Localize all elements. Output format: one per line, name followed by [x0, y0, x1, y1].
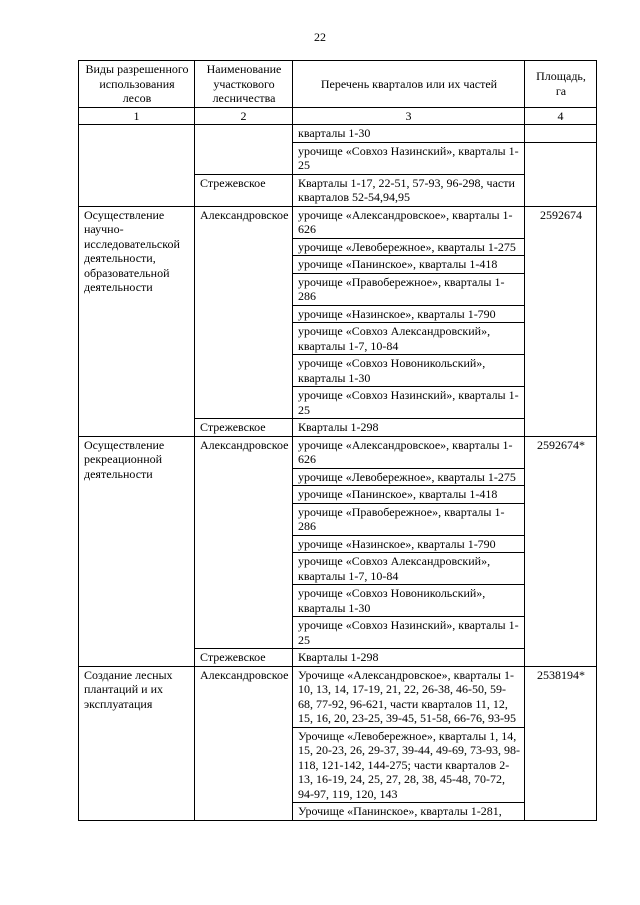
table-row: [79, 206, 597, 238]
quarters-cell: урочище «Совхоз Новоникольский», кварталы 1-30: [293, 585, 525, 617]
quarters-cell: урочище «Совхоз Назинский», кварталы 1-25: [293, 142, 525, 174]
header-area: Площадь, га: [525, 61, 597, 108]
quarters-cell: урочище «Совхоз Назинский», кварталы 1-25: [293, 617, 525, 649]
table-row: [79, 436, 597, 468]
column-number: 4: [525, 107, 597, 125]
quarters-cell: урочище «Совхоз Александровский», кварталы 1-7, 10-84: [293, 553, 525, 585]
quarters-cell: Кварталы 1-298: [293, 649, 525, 667]
area-cell: 2592674*: [525, 436, 597, 666]
forestry-cell: Стрежевское: [195, 649, 293, 667]
quarters-cell: урочище «Левобережное», кварталы 1-275: [293, 468, 525, 486]
page-number: 22: [314, 30, 326, 44]
forestry-cell: Александровское: [195, 206, 293, 419]
header-forestry: Наименование участкового лесничества: [195, 61, 293, 108]
column-number: 3: [293, 107, 525, 125]
forestry-cell: Стрежевское: [195, 174, 293, 206]
header-quarters: Перечень кварталов или их частей: [293, 61, 525, 108]
column-number-row: [79, 107, 597, 125]
area-cell: 2538194*: [525, 666, 597, 820]
header-row: [79, 61, 597, 108]
quarters-cell: урочище «Назинское», кварталы 1-790: [293, 305, 525, 323]
forestry-cell: Александровское: [195, 436, 293, 649]
quarters-cell: урочище «Совхоз Назинский», кварталы 1-25: [293, 387, 525, 419]
table-row: [79, 666, 597, 727]
quarters-cell: урочище «Левобережное», кварталы 1-275: [293, 238, 525, 256]
use-cell: [79, 125, 195, 207]
header-use: Виды разрешенного использования лесов: [79, 61, 195, 108]
use-cell: Создание лесных плантаций и их эксплуатация: [79, 666, 195, 820]
use-cell: Осуществление рекреационной деятельности: [79, 436, 195, 666]
quarters-cell: урочище «Совхоз Александровский», кварталы 1-7, 10-84: [293, 323, 525, 355]
forestry-cell: Стрежевское: [195, 419, 293, 437]
quarters-cell: урочище «Александровское», кварталы 1-626: [293, 206, 525, 238]
quarters-cell: урочище «Назинское», кварталы 1-790: [293, 535, 525, 553]
quarters-cell: Кварталы 1-298: [293, 419, 525, 437]
quarters-cell: Кварталы 1-17, 22-51, 57-93, 96-298, части кварталов 52-54,94,95: [293, 174, 525, 206]
quarters-cell: урочище «Панинское», кварталы 1-418: [293, 486, 525, 504]
quarters-cell: Урочище «Александровское», кварталы 1-10, 13, 14, 17-19, 21, 22, 26-38, 46-50, 59-68, 77-92, 96-621, части кварталов 11, 12, 15, 16, 20, 23-25, 39-45, 51-58, 66-76, 93-95: [293, 666, 525, 727]
quarters-cell: урочище «Правобережное», кварталы 1-286: [293, 503, 525, 535]
area-cell: [525, 125, 597, 143]
forest-use-table: [78, 60, 597, 821]
use-cell: Осуществление научно-исследовательской деятельности, образовательной деятельности: [79, 206, 195, 436]
quarters-cell: Урочище «Панинское», кварталы 1-281,: [293, 803, 525, 821]
quarters-cell: урочище «Правобережное», кварталы 1-286: [293, 273, 525, 305]
column-number: 1: [79, 107, 195, 125]
quarters-cell: кварталы 1-30: [293, 125, 525, 143]
forestry-cell: [195, 125, 293, 175]
area-cell: [525, 142, 597, 206]
quarters-cell: Урочище «Левобережное», кварталы 1, 14, 15, 20-23, 26, 29-37, 39-44, 49-69, 73-93, 98-118, 121-142, 144-275; части кварталов 2-13, 16-19, 24, 25, 27, 28, 38, 45-48, 70-72, 94-97, 119, 120, 143: [293, 727, 525, 803]
forestry-cell: Александровское: [195, 666, 293, 820]
area-cell: 2592674: [525, 206, 597, 436]
quarters-cell: урочище «Совхоз Новоникольский», кварталы 1-30: [293, 355, 525, 387]
quarters-cell: урочище «Панинское», кварталы 1-418: [293, 256, 525, 274]
column-number: 2: [195, 107, 293, 125]
table-row: [79, 125, 597, 143]
quarters-cell: урочище «Александровское», кварталы 1-626: [293, 436, 525, 468]
